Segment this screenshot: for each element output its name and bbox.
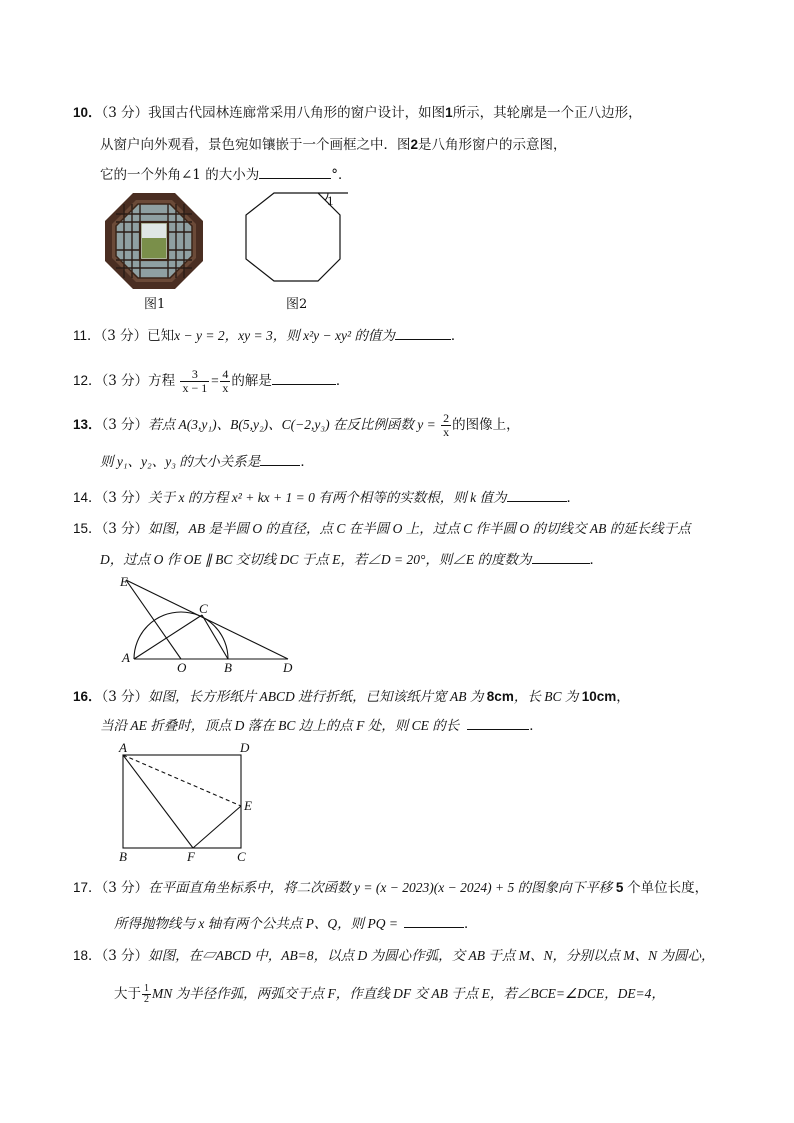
answer-blank[interactable] xyxy=(395,327,451,340)
denominator: x − 1 xyxy=(182,381,208,395)
answer-blank[interactable] xyxy=(260,453,300,466)
point-label: C xyxy=(199,601,208,616)
point-label: C xyxy=(237,849,246,864)
point-label: B xyxy=(119,849,127,864)
q16-line1 xyxy=(73,688,630,706)
question-number: 10． xyxy=(73,105,102,120)
q18-text: 大于 xyxy=(114,986,141,1002)
q10-fig-ref: 1 xyxy=(445,105,453,120)
answer-blank[interactable] xyxy=(507,489,567,502)
q14-text: ． xyxy=(566,490,581,506)
q17-line2 xyxy=(114,915,477,933)
score: （3 分） xyxy=(101,373,149,389)
question-number: 11． xyxy=(73,328,101,343)
q12-text: ． xyxy=(335,373,350,389)
question-number: 15． xyxy=(73,521,102,536)
q11-line xyxy=(73,327,464,345)
score: （3 分） xyxy=(101,689,149,705)
q11-text: x − y = 2，xy = 3，则 x²y − xy² 的值为 xyxy=(174,328,395,343)
question-number: 14． xyxy=(73,490,102,505)
q16-text: ， xyxy=(616,689,630,705)
q10-text: 它的一个外角∠1 的大小为 xyxy=(100,167,260,183)
q18-line1 xyxy=(73,947,715,965)
answer-blank[interactable] xyxy=(532,551,590,564)
score: （3 分） xyxy=(101,490,149,506)
q14-text: 关于 x 的方程 x² + kx + 1 = 0 有两个相等的实数根，则 k 值为 xyxy=(148,490,507,505)
denominator: x xyxy=(222,381,229,395)
q13-line1 xyxy=(73,412,520,439)
answer-blank[interactable] xyxy=(467,717,529,730)
point-label: D xyxy=(283,660,293,675)
semicircle-tangent-diagram xyxy=(120,572,300,670)
q10-line1 xyxy=(73,104,642,122)
point-label: F xyxy=(187,849,195,864)
point-label: A xyxy=(122,650,130,665)
question-number: 18． xyxy=(73,948,102,963)
q15-line1 xyxy=(73,520,691,538)
q10-text: 我国古代园林连廊常采用八角形的窗户设计，如图 xyxy=(148,105,446,121)
score: （3 分） xyxy=(101,948,149,964)
q13-text: ． xyxy=(300,454,314,470)
q16-value: 8cm xyxy=(486,689,514,704)
q10-text: 所示，其轮廓是一个正八边形， xyxy=(452,105,642,121)
numerator: 4 xyxy=(222,367,229,381)
numerator: 3 xyxy=(180,368,209,382)
angle-label: 1 xyxy=(327,193,334,208)
q18-line2 xyxy=(114,984,665,1005)
point-label: A xyxy=(119,740,127,755)
q10-text: °． xyxy=(331,167,352,183)
q15-line2 xyxy=(100,551,603,569)
equals-sign: = xyxy=(210,373,220,388)
fraction xyxy=(142,984,151,1005)
numerator: 1 xyxy=(144,983,149,994)
q12-text: 的解是 xyxy=(231,373,272,389)
q17-value: 5 xyxy=(612,880,628,895)
score: （3 分） xyxy=(101,880,149,896)
folded-rectangle-diagram xyxy=(118,750,248,854)
point-label: O xyxy=(177,660,187,675)
octagon-window-photo xyxy=(104,192,204,290)
q17-text: 在平面直角坐标系中，将二次函数 y = (x − 2023)(x − 2024) + 5 的图象向下平移 xyxy=(148,880,613,895)
q16-value: 10cm xyxy=(581,689,617,704)
score: （3 分） xyxy=(101,521,149,537)
q16-text: ． xyxy=(529,718,543,734)
numerator: 2 xyxy=(443,411,450,425)
answer-blank[interactable] xyxy=(404,915,464,928)
octagon-diagram xyxy=(240,186,352,290)
q16-text: 如图，长方形纸片 ABCD 进行折纸，已知该纸片宽 AB 为 xyxy=(148,689,487,704)
fraction xyxy=(220,368,230,395)
q11-text: 已知 xyxy=(147,328,175,344)
q13-text: 若点 A(3,y₁)、B(5,y₂)、C(−2,y₃) 在反比例函数 y = xyxy=(148,417,436,432)
score: （3 分） xyxy=(101,417,149,433)
q15-text: ． xyxy=(589,552,603,568)
score: （3 分） xyxy=(100,328,148,344)
q14-line xyxy=(73,489,580,507)
q17-text: 个单位长度， xyxy=(627,880,709,896)
fraction xyxy=(180,368,209,395)
question-number: 16． xyxy=(73,689,102,704)
q10-fig-ref: 2 xyxy=(410,137,419,152)
q12-line xyxy=(73,368,349,395)
q16-line2 xyxy=(100,717,543,735)
q17-text: ． xyxy=(463,916,478,932)
q17-line1 xyxy=(73,879,708,897)
question-number: 13． xyxy=(73,417,102,432)
question-number: 17． xyxy=(73,880,102,895)
figure-caption: 图2 xyxy=(286,297,308,312)
figure-caption: 图1 xyxy=(144,297,166,312)
q12-text: 方程 xyxy=(148,373,176,389)
q15-text: D，过点 O 作 OE ∥ BC 交切线 DC 于点 E，若∠D = 20°，则∠E 的度数为 xyxy=(100,552,532,567)
q15-text: 如图，AB 是半圆 O 的直径，点 C 在半圆 O 上，过点 C 作半圆 O 的切线交 AB 的延长线于点 xyxy=(148,521,691,536)
q18-text: 如图，在▱ABCD 中，AB=8，以点 D 为圆心作弧，交 AB 于点 M、N，分别以点 M、N 为圆心， xyxy=(148,948,715,963)
point-label: D xyxy=(240,740,250,755)
point-label: B xyxy=(224,660,232,675)
score: （3 分） xyxy=(101,105,149,121)
q10-text: 从窗户向外观看，景色宛如镶嵌于一个画框之中．图 xyxy=(100,137,411,153)
fraction xyxy=(441,412,451,439)
q18-text: MN 为半径作弧，两弧交于点 F，作直线 DF 交 AB 于点 E，若∠BCE=∠DCE，DE=4， xyxy=(152,986,665,1001)
q17-text: 所得抛物线与 x 轴有两个公共点 P、Q，则 PQ = xyxy=(114,916,398,931)
point-label: E xyxy=(120,574,128,589)
q10-text: 是八角形窗户的示意图， xyxy=(418,137,567,153)
denominator: 2 xyxy=(144,994,149,1005)
denominator: x xyxy=(443,425,450,439)
q13-line2 xyxy=(100,453,314,471)
q16-text: ，长 BC 为 xyxy=(513,689,582,704)
point-label: E xyxy=(244,798,252,813)
q16-text: 当沿 AE 折叠时，顶点 D 落在 BC 边上的点 F 处，则 CE 的长 xyxy=(100,718,460,733)
answer-blank[interactable] xyxy=(259,166,331,179)
q10-line3 xyxy=(100,166,351,184)
question-number: 12． xyxy=(73,373,102,388)
q13-text: 的图像上， xyxy=(452,417,520,433)
q13-text: 则 y₁、y₂、y₃ 的大小关系是 xyxy=(100,454,261,469)
q11-text: ． xyxy=(450,328,465,344)
answer-blank[interactable] xyxy=(272,372,336,385)
q10-line2 xyxy=(100,136,567,154)
